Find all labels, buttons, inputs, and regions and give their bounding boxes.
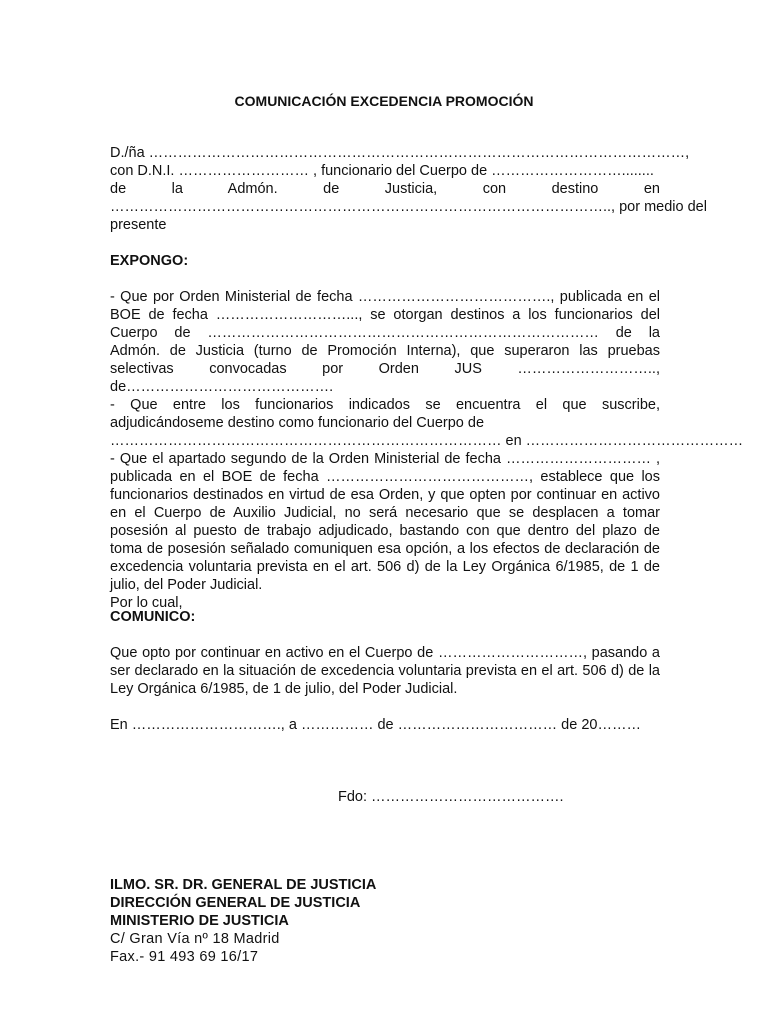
expongo-paragraph-2: - Que entre los funcionarios indicados se encuentra el que suscribe, adjudicándoseme destino como funcionario del Cuerpo de — [110, 397, 660, 431]
addressee-fax: Fax.- 91 493 69 16/17 — [110, 949, 259, 965]
comunico-heading: COMUNICO: — [110, 609, 196, 625]
document-title: COMUNICACIÓN EXCEDENCIA PROMOCIÓN — [234, 93, 534, 109]
intro-line-name: D./ña …………………………………………………………………………………………………, — [110, 145, 690, 161]
expongo-paragraph-1: - Que por Orden Ministerial de fecha …………………………………., publicada en el BOE de fecha ………………………..., se otorgan destinos a los funcionarios del Cuerpo de ……………………………………………………………………… de la Admón. de Justicia (turno de Promoción Interna), que superaron las pruebas selectivas convocadas por Orden JUS ……………………….., de……………………………………. — [110, 289, 660, 395]
signature-line: Fdo: …………………………………. — [338, 789, 564, 805]
expongo-section — [110, 288, 744, 612]
addressee-street: C/ Gran Vía nº 18 Madrid — [110, 931, 280, 947]
intro-line-dni: con D.N.I. ……………………… , funcionario del Cuerpo de ………………………........ — [110, 163, 654, 179]
addressee-block — [110, 876, 510, 966]
intro-line-presente: presente — [110, 217, 167, 233]
date-line: En …………………………., a …………… de …………………………… de 20……… — [110, 717, 641, 733]
intro-line-admon: de la Admón. de Justicia, con destino en — [110, 181, 660, 197]
expongo-paragraph-3: - Que el apartado segundo de la Orden Ministerial de fecha ………………………… , publicada en el BOE de fecha ……………………………………, establece que los funcionarios destinados en virtud de esa Orden, y que opten por continuar en activo en el Cuerpo de Auxilio Judicial, no será necesario que se desplacen a tomar posesión al puesto de trabajo adjudicado, bastando con que dentro del plazo de toma de posesión señalado comuniquen esa opción, a los efectos de declaración de excedencia voluntaria prevista en el art. 506 d) de la Ley Orgánica 6/1985, de 1 de julio, del Poder Judicial. — [110, 451, 660, 593]
addressee-ministry: MINISTERIO DE JUSTICIA — [110, 913, 289, 929]
addressee-direction: DIRECCIÓN GENERAL DE JUSTICIA — [110, 895, 361, 911]
expongo-heading: EXPONGO: — [110, 253, 189, 269]
intro-paragraph — [110, 144, 707, 234]
expongo-paragraph-4: Por lo cual, — [110, 595, 183, 611]
comunico-paragraph: Que opto por continuar en activo en el Cuerpo de …………………………, pasando a ser declarado en la situación de excedencia voluntaria prevista en el art. 506 d) de la Ley Orgánica 6/1985, de 1 de julio, del Poder Judicial. — [110, 645, 660, 697]
expongo-paragraph-2-dots: ……………………………………………………………………… en ……………………………………… — [110, 433, 744, 449]
addressee-title: ILMO. SR. DR. GENERAL DE JUSTICIA — [110, 877, 377, 893]
intro-line-destino: ………………………………………………………………………………………….., por medio del — [110, 199, 707, 215]
